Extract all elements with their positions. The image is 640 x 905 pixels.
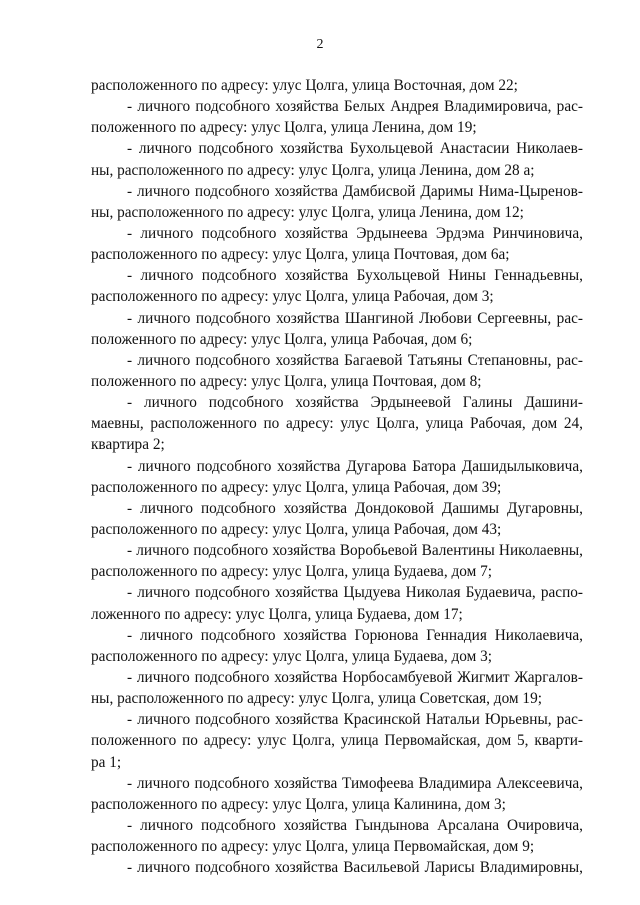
- list-item-line-start: - личного подсобного хозяйства Тимофеева Владимира Алексеевича,: [127, 774, 583, 792]
- text-line: расположенного по адресу: улус Цолга, улица Восточная, дом 22;: [91, 77, 518, 94]
- text-line: положенного по адресу: улус Цолга, улица Ленина, дом 19;: [91, 119, 477, 137]
- page-number: 2: [316, 37, 324, 52]
- document-body: [91, 75, 583, 878]
- list-item-line-start: - личного подсобного хозяйства Дондоковой Дашимы Дугаровны,: [127, 499, 583, 517]
- text-line: расположенного по адресу: улус Цолга, улица Почтовая, дом 6а;: [91, 246, 510, 264]
- text-line: положенного по адресу: улус Цолга, улица Первомайская, дом 5, кварти-: [91, 732, 583, 750]
- text-line: расположенного по адресу: улус Цолга, улица Рабочая, дом 43;: [91, 520, 502, 538]
- list-item-line-start: - личного подсобного хозяйства Гындынова Арсалана Очировича,: [127, 816, 583, 834]
- list-item-line-start: - личного подсобного хозяйства Красинской Натальи Юрьевны, рас-: [127, 711, 583, 729]
- text-line: ны, расположенного по адресу: улус Цолга, улица Ленина, дом 12;: [91, 203, 524, 221]
- text-line: ны, расположенного по адресу: улус Цолга, улица Ленина, дом 28 а;: [91, 161, 535, 179]
- list-item-line-start: - личного подсобного хозяйства Шангиной Любови Сергеевны, рас-: [127, 309, 583, 327]
- text-line: ра 1;: [91, 753, 122, 771]
- text-line: расположенного по адресу: улус Цолга, улица Будаева, дом 7;: [91, 563, 493, 581]
- text-line: положенного по адресу: улус Цолга, улица Почтовая, дом 8;: [91, 372, 482, 390]
- list-item-line-start: - личного подсобного хозяйства Бухольцевой Нины Геннадьевны,: [127, 267, 583, 285]
- list-item-line-start: - личного подсобного хозяйства Норбосамбуевой Жигмит Жаргалов-: [127, 668, 583, 686]
- list-item-line-start: - личного подсобного хозяйства Цыдуева Николая Будаевича, распо-: [127, 584, 583, 602]
- list-item-line-start: - личного подсобного хозяйства Горюнова Геннадия Николаевича,: [127, 626, 583, 644]
- list-item-line-start: - личного подсобного хозяйства Эрдынеева Эрдэма Ринчиновича,: [127, 224, 583, 242]
- list-item-line-start: - личного подсобного хозяйства Воробьевой Валентины Николаевны,: [127, 542, 583, 560]
- text-line: расположенного по адресу: улус Цолга, улица Калинина, дом 3;: [91, 795, 506, 813]
- text-line: квартира 2;: [91, 436, 165, 454]
- text-line: расположенного по адресу: улус Цолга, улица Рабочая, дом 39;: [91, 478, 502, 496]
- list-item-line-start: - личного подсобного хозяйства Бухольцевой Анастасии Николаев-: [127, 140, 583, 158]
- list-item-line-start: - личного подсобного хозяйства Дамбисвой Даримы Нима-Цыренов-: [127, 182, 583, 200]
- list-item-line-start: - личного подсобного хозяйства Белых Андрея Владимировича, рас-: [127, 98, 583, 116]
- text-line: ны, расположенного по адресу: улус Цолга, улица Советская, дом 19;: [91, 690, 542, 708]
- list-item-line-start: - личного подсобного хозяйства Эрдынеевой Галины Дашини-: [127, 394, 583, 412]
- text-line: маевны, расположенного по адресу: улус Цолга, улица Рабочая, дом 24,: [91, 415, 583, 433]
- text-line: ложенного по адресу: улус Цолга, улица Будаева, дом 17;: [91, 605, 463, 623]
- list-item-line-start: - личного подсобного хозяйства Багаевой Татьяны Степановны, рас-: [127, 351, 583, 369]
- list-item-line-start: - личного подсобного хозяйства Дугарова Батора Дашидылыковича,: [127, 457, 583, 475]
- list-item-line-start: - личного подсобного хозяйства Васильевой Ларисы Владимировны,: [127, 859, 583, 877]
- text-line: положенного по адресу: улус Цолга, улица Рабочая, дом 6;: [91, 330, 473, 348]
- text-line: расположенного по адресу: улус Цолга, улица Будаева, дом 3;: [91, 647, 493, 665]
- text-line: расположенного по адресу: улус Цолга, улица Рабочая, дом 3;: [91, 288, 494, 306]
- text-line: расположенного по адресу: улус Цолга, улица Первомайская, дом 9;: [91, 838, 535, 856]
